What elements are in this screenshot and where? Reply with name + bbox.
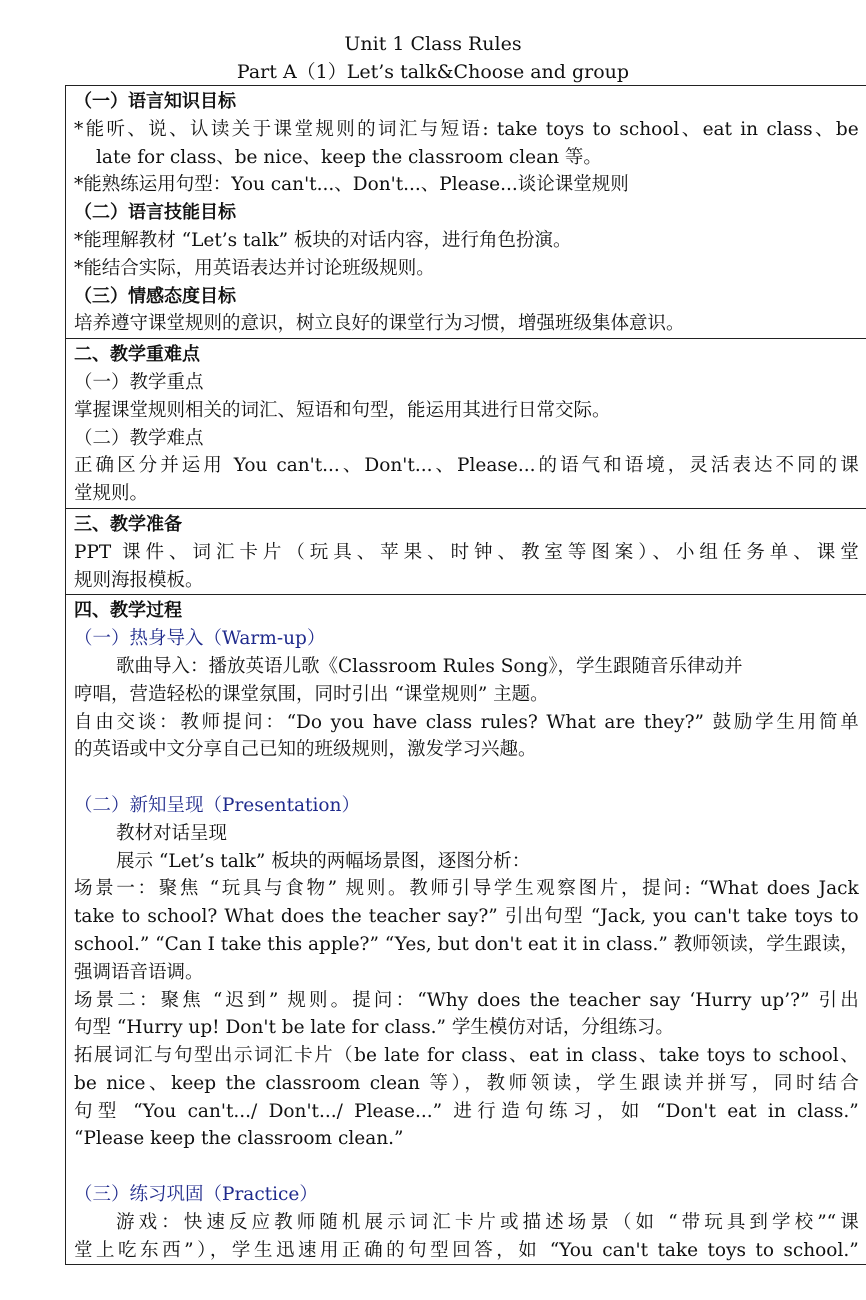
presentation-line: 场景二：聚焦 “迟到” 规则。提问：“Why does the teacher say ‘Hurry up’?” 引出 — [74, 989, 859, 1011]
presentation-heading: （二）新知呈现（Presentation） — [74, 794, 360, 816]
attitude-goal-line: 培养遵守课堂规则的意识，树立良好的课堂行为习惯，增强班级集体意识。 — [74, 313, 685, 335]
objectives-cell — [66, 86, 866, 339]
warmup-line: 自由交谈：教师提问：“Do you have class rules? What are they?” 鼓励学生用简单 — [74, 711, 859, 733]
preparation-text: 规则海报模板。 — [74, 569, 204, 591]
presentation-line: 教材对话呈现 — [116, 822, 228, 844]
warmup-heading: （一）热身导入（Warm-up） — [74, 628, 326, 650]
document-title: Unit 1 Class Rules — [344, 33, 522, 55]
key-points-text: 掌握课堂规则相关的词汇、短语和句型，能运用其进行日常交际。 — [74, 399, 611, 421]
procedure-title: 四、教学过程 — [74, 600, 182, 622]
warmup-line: 的英语或中文分享自己已知的班级规则，激发学习兴趣。 — [74, 739, 537, 761]
knowledge-goal-heading: （一）语言知识目标 — [74, 91, 236, 112]
warmup-line: 哼唱，营造轻松的课堂氛围，同时引出 “课堂规则” 主题。 — [74, 683, 549, 705]
lesson-plan-table — [65, 85, 866, 1265]
presentation-line: “Please keep the classroom clean.” — [74, 1128, 404, 1150]
preparation-title: 三、教学准备 — [74, 513, 182, 535]
knowledge-goal-line: *能熟练运用句型：You can't...、Don't...、Please...谈论课堂规则 — [74, 174, 629, 196]
practice-line: 游戏：快速反应教师随机展示词汇卡片或描述场景（如 “带玩具到学校”“课 — [116, 1211, 859, 1233]
preparation-cell — [66, 508, 866, 594]
procedure-row — [66, 595, 866, 1265]
practice-heading: （三）练习巩固（Practice） — [74, 1184, 318, 1206]
presentation-line: 句型 “You can't.../ Don't.../ Please...” 进行造句练习，如 “Don't eat in class.” — [74, 1100, 859, 1122]
spacer — [74, 1153, 859, 1181]
presentation-line: 场景一：聚焦 “玩具与食物” 规则。教师引导学生观察图片，提问: “What does Jack — [74, 878, 859, 900]
key-points-row — [66, 339, 866, 509]
presentation-line: 展示 “Let’s talk” 板块的两幅场景图，逐图分析： — [116, 850, 531, 872]
objectives-row — [66, 86, 866, 339]
knowledge-goal-line: late for class、be nice、keep the classroom clean 等。 — [96, 146, 602, 168]
warmup-line: 歌曲导入：播放英语儿歌《Classroom Rules Song》，学生跟随音乐律动并 — [116, 655, 743, 677]
skill-goal-line: *能结合实际，用英语表达并讨论班级规则。 — [74, 257, 435, 279]
key-points-subheading: （一）教学重点 — [74, 371, 204, 393]
presentation-line: be nice、keep the classroom clean 等），教师领读，学生跟读并拼写，同时结合 — [74, 1072, 859, 1094]
difficulty-text: 堂规则。 — [74, 483, 149, 505]
practice-line: 堂上吃东西”），学生迅速用正确的句型回答，如 “You can't take toys to school.” — [74, 1239, 859, 1261]
difficulty-text: 正确区分并运用 You can't...、Don't...、Please...的语气和语境，灵活表达不同的课 — [74, 455, 859, 477]
presentation-line: 拓展词汇与句型出示词汇卡片（be late for class、eat in class、take toys to school、 — [74, 1045, 859, 1067]
preparation-row — [66, 508, 866, 594]
attitude-goal-heading: （三）情感态度目标 — [74, 285, 236, 307]
key-points-title: 二、教学重难点 — [74, 344, 200, 366]
skill-goal-line: *能理解教材 “Let’s talk” 板块的对话内容，进行角色扮演。 — [74, 229, 572, 251]
key-points-cell — [66, 339, 866, 509]
knowledge-goal-line: *能听、说、认读关于课堂规则的词汇与短语: take toys to school、eat in class、be — [74, 118, 859, 140]
presentation-line: school.” “Can I take this apple?” “Yes, but don't eat it in class.” 教师领读，学生跟读， — [74, 933, 859, 955]
spacer — [74, 764, 859, 792]
procedure-cell — [66, 595, 866, 1265]
skill-goal-heading: （二）语言技能目标 — [74, 202, 236, 224]
presentation-line: take to school? What does the teacher say?” 引出句型 “Jack, you can't take toys to — [74, 906, 859, 928]
document-subtitle: Part A（1）Let’s talk&Choose and group — [236, 61, 630, 83]
presentation-line: 句型 “Hurry up! Don't be late for class.” 学生模仿对话，分组练习。 — [74, 1017, 674, 1039]
preparation-text: PPT 课件、词汇卡片（玩具、苹果、时钟、教室等图案）、小组任务单、课堂 — [74, 541, 859, 563]
presentation-line: 强调语音语调。 — [74, 961, 204, 983]
difficulty-subheading: （二）教学难点 — [74, 427, 204, 449]
